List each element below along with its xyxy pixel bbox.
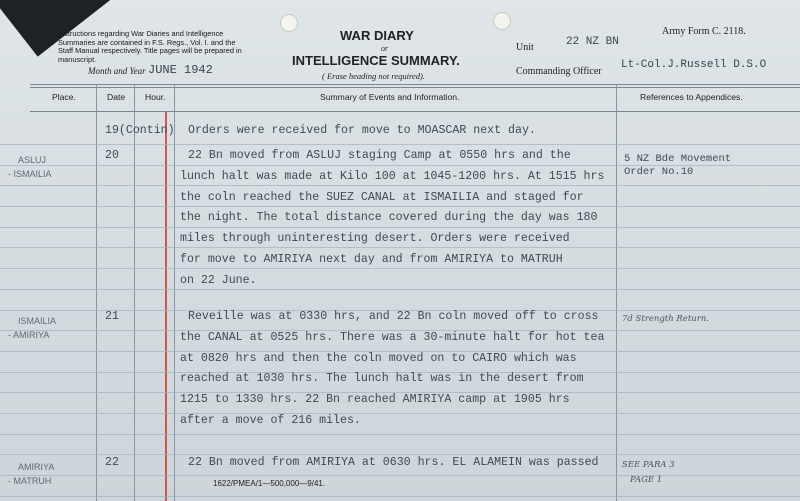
month-year-label: Month and Year xyxy=(88,66,146,76)
title-war-diary: WAR DIARY xyxy=(340,28,414,43)
ruled-line xyxy=(0,268,800,269)
ruled-line xyxy=(0,496,800,497)
summary-line: after a move of 216 miles. xyxy=(180,414,361,427)
col-header-place: Place. xyxy=(52,92,76,102)
army-form-number: Army Form C. 2118. xyxy=(662,26,746,37)
col-header-references: References to Appendices. xyxy=(640,92,743,102)
instructions-text: Instructions regarding War Diaries and Intelligence Summaries are contained in F.S. Regs., Vol. I. and the Staff Manual respectively. Title pages will be prepared in manuscript. xyxy=(58,29,242,64)
reference-entry: PAGE 1 xyxy=(630,475,663,485)
ruled-line xyxy=(0,413,800,414)
summary-line: reached at 1030 hrs. The lunch halt was in the desert from xyxy=(180,372,584,386)
commanding-officer-label: Commanding Officer xyxy=(516,66,602,77)
summary-line: Orders were received for move to MOASCAR next day. xyxy=(188,124,536,137)
entry-date: 19(Contin) xyxy=(105,124,175,137)
summary-line: at 0820 hrs and then the coln moved on to CAIRO which was xyxy=(180,351,577,365)
ruled-line xyxy=(0,185,800,186)
print-reference: 1622/PMEA/1—500,000—9/41. xyxy=(213,479,326,488)
reference-entry: 5 NZ Bde Movement xyxy=(624,153,732,165)
ruled-line xyxy=(0,289,800,290)
ruled-line xyxy=(0,434,800,435)
entry-place: AMIRIYA xyxy=(18,462,55,472)
month-year-value: JUNE 1942 xyxy=(148,63,213,77)
unit-value: 22 NZ BN xyxy=(566,36,619,48)
col-header-hour: Hour. xyxy=(145,92,166,102)
summary-line: on 22 June. xyxy=(180,273,257,287)
ruled-line xyxy=(0,475,800,476)
commanding-officer-value: Lt-Col.J.Russell D.S.O xyxy=(621,59,767,71)
entry-place: - ISMAILIA xyxy=(8,169,52,179)
ruled-line xyxy=(0,206,800,207)
entry-place: - MATRUH xyxy=(8,476,52,486)
summary-line: miles through uninteresting desert. Orders were received xyxy=(180,232,570,246)
ruled-line xyxy=(0,454,800,455)
margin-red-line xyxy=(165,112,167,501)
col-header-summary: Summary of Events and Information. xyxy=(320,92,460,102)
summary-line: the CANAL at 0525 hrs. There was a 30-minute halt for hot tea xyxy=(180,330,605,344)
punch-hole xyxy=(493,12,511,30)
entry-place: ASLUJ xyxy=(18,155,47,165)
title-intelligence-summary: INTELLIGENCE SUMMARY. xyxy=(292,53,460,68)
column-divider xyxy=(174,85,175,501)
header-bottom-rule xyxy=(30,111,800,112)
header-top-rule xyxy=(30,87,800,88)
summary-line: 22 Bn moved from ASLUJ staging Camp at 0550 hrs and the xyxy=(188,149,571,162)
ruled-line xyxy=(0,144,800,145)
reference-entry: 7d Strength Return. xyxy=(622,314,709,324)
column-divider xyxy=(134,85,135,501)
summary-line: for move to AMIRIYA next day and from AMIRIYA to MATRUH xyxy=(180,253,563,266)
entry-place: ISMAILIA xyxy=(18,316,57,326)
summary-line: 22 Bn moved from AMIRIYA at 0630 hrs. EL ALAMEIN was passed xyxy=(188,456,599,469)
entry-date: 22 xyxy=(105,456,119,469)
summary-line: the coln reached the SUEZ CANAL at ISMAILIA and staged for xyxy=(180,190,584,204)
entry-place: - AMIRIYA xyxy=(8,330,50,340)
header-top-rule xyxy=(30,84,800,85)
entry-date: 20 xyxy=(105,149,119,162)
erase-note: ( Erase heading not required). xyxy=(322,71,426,81)
reference-entry: SEE PARA 3 xyxy=(622,460,675,470)
summary-line: 1215 to 1330 hrs. 22 Bn reached AMIRIYA camp at 1905 hrs xyxy=(180,393,570,407)
summary-line: lunch halt was made at Kilo 100 at 1045-1200 hrs. At 1515 hrs xyxy=(180,169,605,183)
column-divider xyxy=(616,85,617,501)
ruled-line xyxy=(0,227,800,228)
title-or: or xyxy=(381,44,389,53)
unit-label: Unit xyxy=(516,42,534,53)
punch-hole xyxy=(280,14,298,32)
col-header-date: Date xyxy=(107,92,126,102)
ruled-line xyxy=(0,247,800,248)
summary-line: the night. The total distance covered during the day was 180 xyxy=(180,211,598,225)
reference-entry: Order No.10 xyxy=(624,166,694,178)
column-divider xyxy=(96,85,97,501)
summary-line: Reveille was at 0330 hrs, and 22 Bn coln moved off to cross xyxy=(188,310,599,323)
entry-date: 21 xyxy=(105,310,119,323)
